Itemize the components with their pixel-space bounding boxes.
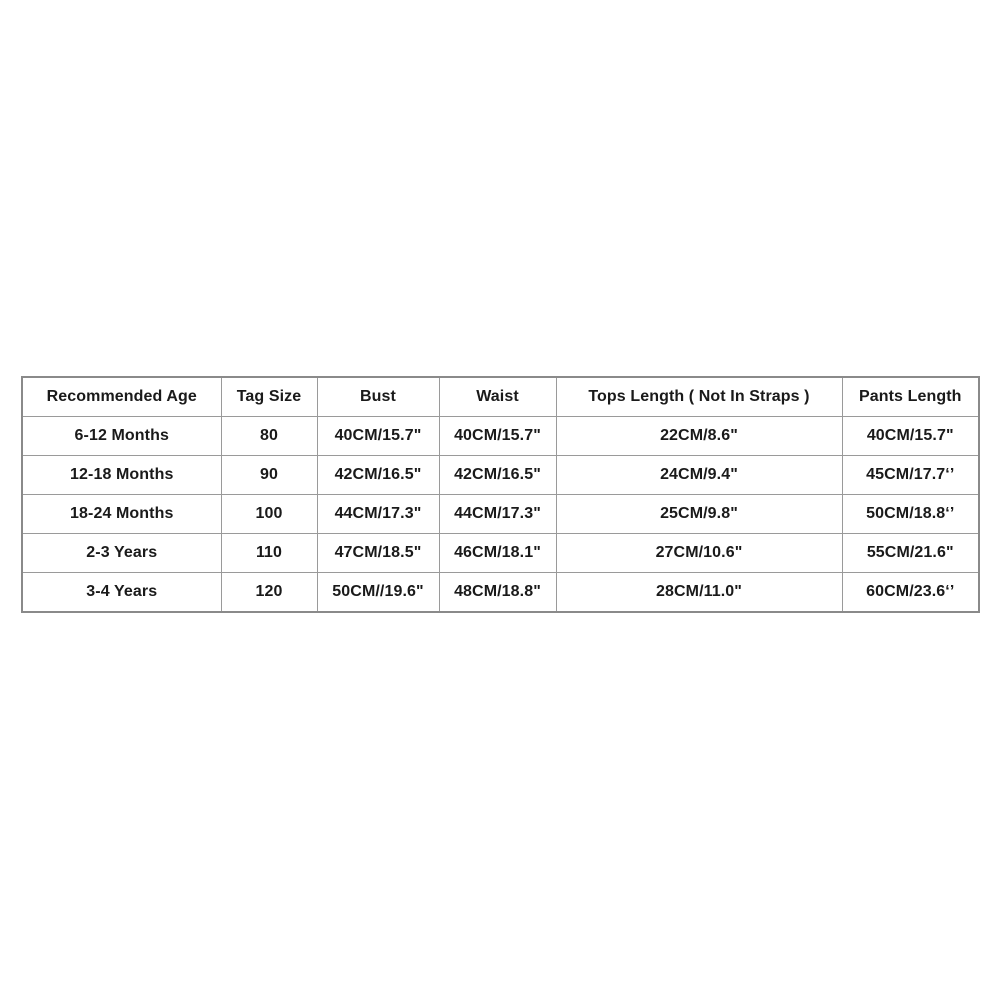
cell-waist: 44CM/17.3" [439,495,556,534]
cell-bust: 40CM/15.7" [317,417,439,456]
cell-tag-size: 120 [221,573,317,613]
header-tag-size: Tag Size [221,377,317,417]
cell-recommended-age: 6-12 Months [22,417,221,456]
cell-pants-length: 40CM/15.7" [842,417,979,456]
header-waist: Waist [439,377,556,417]
cell-waist: 46CM/18.1" [439,534,556,573]
cell-waist: 48CM/18.8" [439,573,556,613]
cell-tag-size: 90 [221,456,317,495]
table-row [22,456,979,495]
header-row [22,377,979,417]
header-pants-length: Pants Length [842,377,979,417]
cell-tag-size: 110 [221,534,317,573]
header-recommended-age: Recommended Age [22,377,221,417]
cell-pants-length: 55CM/21.6" [842,534,979,573]
cell-recommended-age: 18-24 Months [22,495,221,534]
cell-pants-length: 45CM/17.7‘’ [842,456,979,495]
table-row [22,573,979,613]
cell-tag-size: 100 [221,495,317,534]
cell-waist: 40CM/15.7" [439,417,556,456]
table-row [22,534,979,573]
cell-tops-length: 22CM/8.6" [556,417,842,456]
cell-bust: 50CM//19.6" [317,573,439,613]
cell-bust: 42CM/16.5" [317,456,439,495]
size-chart-table [21,376,980,613]
cell-pants-length: 50CM/18.8‘’ [842,495,979,534]
header-bust: Bust [317,377,439,417]
table-row [22,417,979,456]
cell-recommended-age: 2-3 Years [22,534,221,573]
cell-recommended-age: 3-4 Years [22,573,221,613]
cell-bust: 47CM/18.5" [317,534,439,573]
header-tops-length: Tops Length ( Not In Straps ) [556,377,842,417]
cell-tag-size: 80 [221,417,317,456]
cell-tops-length: 25CM/9.8" [556,495,842,534]
cell-bust: 44CM/17.3" [317,495,439,534]
cell-tops-length: 28CM/11.0" [556,573,842,613]
cell-tops-length: 27CM/10.6" [556,534,842,573]
cell-tops-length: 24CM/9.4" [556,456,842,495]
cell-waist: 42CM/16.5" [439,456,556,495]
cell-pants-length: 60CM/23.6‘’ [842,573,979,613]
table-row [22,495,979,534]
cell-recommended-age: 12-18 Months [22,456,221,495]
